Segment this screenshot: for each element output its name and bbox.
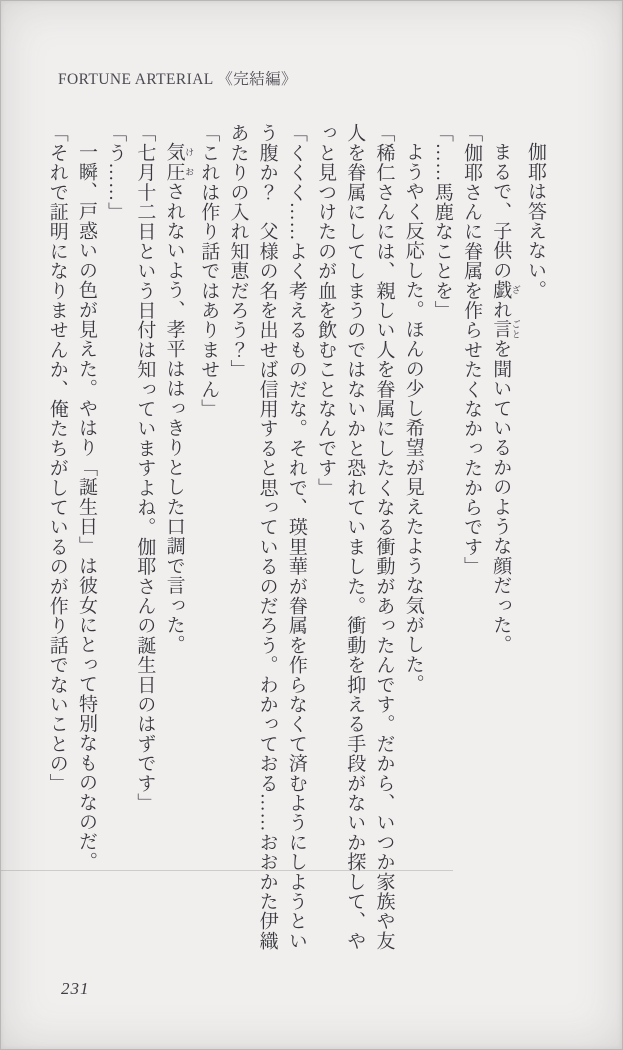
running-header-title: FORTUNE ARTERIAL 《完結編》 bbox=[58, 71, 297, 88]
text-line: 「……馬鹿なことを」 bbox=[431, 123, 453, 320]
body-text bbox=[43, 123, 550, 1005]
page-number: 231 bbox=[61, 979, 90, 998]
ruby-annotated-character: 言 ごと bbox=[490, 319, 521, 340]
text-line: 「それで証明になりませんか、俺たちがしているのが作り話でないことの」 bbox=[46, 123, 68, 793]
scan-artifact-line bbox=[1, 870, 453, 871]
ruby-annotated-character: 圧 お bbox=[163, 161, 195, 182]
text-line: 気 け圧 おされないよう、孝平ははっきりとした口調で言った。 bbox=[163, 142, 195, 655]
ruby-annotated-character: 気 け bbox=[163, 142, 195, 162]
text-line: 「う……」 bbox=[105, 123, 127, 222]
text-line: 一瞬、戸惑いの色が見えた。やはり「誕生日」は彼女にとって特別なものなのだ。 bbox=[75, 142, 97, 871]
text-line: 「これは作り話ではありません」 bbox=[198, 123, 220, 419]
text-line: あたりの入れ知恵だろう？」 bbox=[227, 123, 249, 380]
ruby-annotated-character: 戯 ざ bbox=[490, 279, 521, 300]
text-line: 人を眷属にしてしまうのではないかと恐れていました。衝動を抑える手段がないか探して、や bbox=[344, 123, 366, 951]
text-line: っと見つけたのが血を飲むことなんです」 bbox=[315, 123, 337, 498]
text-line: 「くくく……よく考えるものだな。それで、瑛里華が眷属を作らなくて済むようにしようとい bbox=[285, 123, 307, 951]
text-line: 「伽耶さんに眷属を作らせたくなかったからです」 bbox=[461, 123, 483, 577]
text-line: 「七月十二日という日付は知っていますよね。伽耶さんの誕生日のはずです」 bbox=[134, 123, 156, 813]
text-line: ようやく反応した。ほんの少し希望が見えたような気がした。 bbox=[402, 142, 424, 694]
text-line: 「稀仁さんには、親しい人を眷属にしたくなる衝動があったんです。だから、いつか家族や友 bbox=[373, 123, 395, 951]
text-line: う腹か？ 父様の名を出せば信用すると思っているのだろう。わかっておる……おおかた伊織 bbox=[256, 123, 278, 951]
text-line: まるで、子供の戯 ざれ言 ごとを聞いているかのような顔だった。 bbox=[490, 142, 521, 655]
text-line: 伽耶は答えない。 bbox=[525, 142, 546, 300]
